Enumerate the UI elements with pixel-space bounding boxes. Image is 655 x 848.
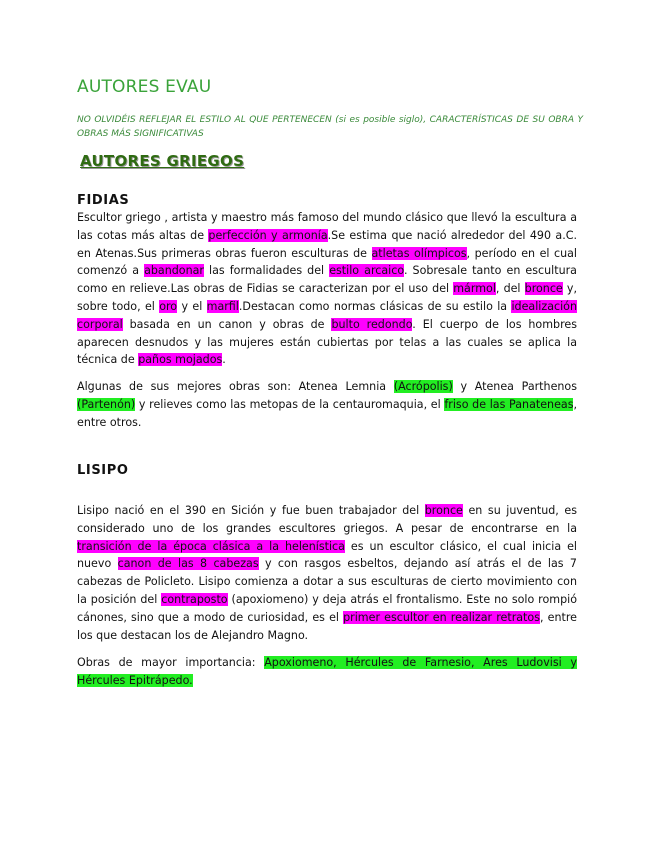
highlight-magenta: abandonar xyxy=(144,264,204,278)
instruction-note: NO OLVIDÉIS REFLEJAR EL ESTILO AL QUE PERTENECEN (si es posible siglo), CARACTERÍSTICAS DE SU OBRA Y OBRAS MÁS SIGNIFICATIVAS xyxy=(77,115,583,139)
text-segment: y con rasgos esbeltos, dejando así atrás el de las 7 cabezas de Policleto. Lisipo comienza a dotar a sus esculturas de cierto movimiento con la posición del xyxy=(77,557,577,606)
author-heading-fidias: FIDIAS xyxy=(77,193,130,208)
fidias-paragraph-1 xyxy=(77,209,577,369)
lisipo-paragraph-2 xyxy=(77,654,577,690)
highlight-magenta: oro xyxy=(159,299,178,313)
text-segment: .Se estima que nació alrededor del 490 a.C. en Atenas.Sus primeras obras fueron esculturas de xyxy=(77,228,578,260)
text-segment: Lisipo nació en el 390 en Sición y fue buen trabajador del xyxy=(77,504,425,517)
text-segment: , entre otros. xyxy=(77,397,578,429)
highlight-magenta: bronce xyxy=(524,282,563,296)
lisipo-paragraph-1 xyxy=(77,502,577,644)
highlight-magenta: primer escultor en realizar retratos xyxy=(343,610,540,624)
text-segment: .Destacan como normas clásicas de su estilo la xyxy=(238,299,512,313)
highlight-magenta: bulto redondo xyxy=(331,317,413,331)
highlight-magenta: transición de la época clásica a la helenística xyxy=(77,539,345,553)
section-title: AUTORES GRIEGOS xyxy=(80,152,245,170)
text-segment: y el xyxy=(177,299,207,313)
highlight-magenta: contraposto xyxy=(161,592,228,606)
highlight-green: (Partenón) xyxy=(77,397,136,411)
highlight-magenta: paños mojados xyxy=(138,353,223,367)
text-segment: Algunas de sus mejores obras son: Atenea Lemnia xyxy=(77,380,394,393)
text-segment: Obras de mayor importancia: xyxy=(77,656,265,669)
text-segment: en su juventud, es considerado uno de los grandes escultores griegos. A pesar de encontrarse en la xyxy=(77,504,577,535)
text-segment: (apoxiomeno) y deja atrás el frontalismo. Este no solo rompió cánones, sino que a modo de curiosidad, es el xyxy=(77,592,577,624)
text-segment: Escultor griego , artista y maestro más famoso del mundo clásico que llevó la escultura a las cotas más altas de xyxy=(77,211,577,242)
text-segment: y relieves como las metopas de la centauromaquia, el xyxy=(135,397,445,411)
highlight-green: Apoxiomeno, Hércules de Farnesio, Ares Ludovisi y Hércules Epitrápedo. xyxy=(77,656,577,687)
text-segment: . xyxy=(222,353,226,367)
text-segment: , del xyxy=(495,282,525,296)
highlight-green: (Acrópolis) xyxy=(393,380,453,393)
author-heading-lisipo: LISIPO xyxy=(77,463,129,478)
text-segment: es un escultor clásico, el cual inicia el nuevo xyxy=(77,539,577,571)
highlight-magenta: marfil xyxy=(206,299,239,313)
text-segment: basada en un canon y obras de xyxy=(122,317,332,331)
highlight-magenta: bronce xyxy=(424,504,463,517)
highlight-magenta: mármol xyxy=(453,282,496,296)
text-segment: , período en el cual comenzó a xyxy=(77,246,578,278)
text-segment: . Sobresale tanto en escultura como en relieve.Las obras de Fidias se caracterizan por el uso del xyxy=(77,264,577,296)
highlight-green: friso de las Panateneas xyxy=(444,397,574,411)
fidias-paragraph-2 xyxy=(77,378,577,431)
text-segment: . El cuerpo de los hombres aparecen desnudos y las mujeres están cubiertas por telas a las cuales se aplica la técnica de xyxy=(77,317,577,367)
highlight-magenta: canon de las 8 cabezas xyxy=(117,557,259,571)
text-segment: y Atenea Parthenos xyxy=(452,380,577,393)
text-segment: , entre los que destacan los de Alejandro Magno. xyxy=(77,610,577,642)
highlight-magenta: idealización corporal xyxy=(77,299,578,331)
document-title: AUTORES EVAU xyxy=(77,77,212,97)
highlight-magenta: estilo arcaico xyxy=(329,264,404,278)
text-segment: y, sobre todo, el xyxy=(77,282,577,313)
highlight-magenta: atletas olímpicos xyxy=(371,246,467,260)
text-segment: las formalidades del xyxy=(203,264,330,278)
highlight-magenta: perfección y armonía xyxy=(208,228,328,242)
